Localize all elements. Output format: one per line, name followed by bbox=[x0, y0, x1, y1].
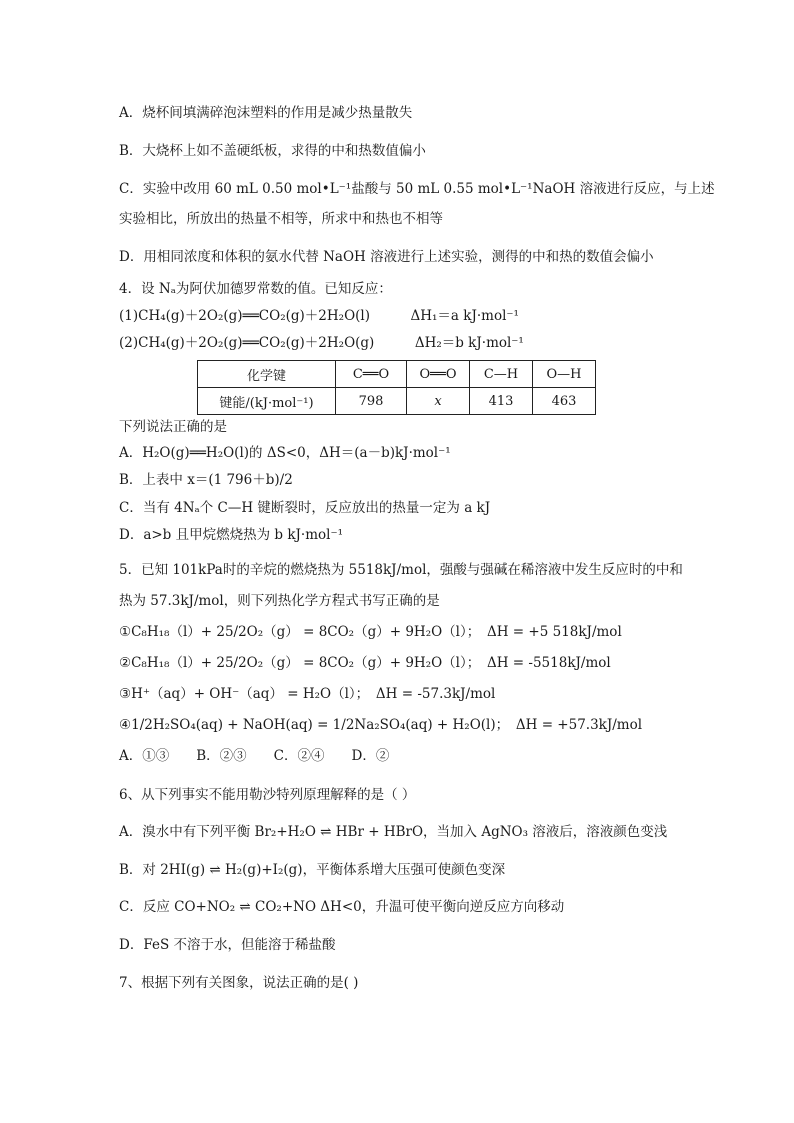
line-6: (1)CH₄(g)＋2O₂(g)══CO₂(g)＋2H₂O(l) ΔH₁＝a kJ·mol⁻¹ bbox=[119, 308, 519, 324]
line-18: ④1/2H₂SO₄(aq) + NaOH(aq) = 1/2Na₂SO₄(aq) + H₂O(l)； ΔH = +57.3kJ/mol bbox=[119, 717, 643, 733]
line-5: 4．设 Nₐ为阿伏加德罗常数的值。已知反应： bbox=[119, 281, 392, 297]
table-cell: O══O bbox=[407, 361, 470, 388]
line-0: A．烧杯间填满碎泡沫塑料的作用是减少热量散失 bbox=[119, 105, 413, 121]
table-cell: C══O bbox=[336, 361, 407, 388]
line-20: 6、从下列事实不能用勒沙特列原理解释的是（ ） bbox=[119, 787, 416, 803]
line-12: D．a>b 且甲烷燃烧热为 b kJ·mol⁻¹ bbox=[119, 527, 344, 543]
line-25: 7、根据下列有关图象，说法正确的是( ) bbox=[119, 975, 359, 991]
line-10: B．上表中 x＝(1 796＋b)/2 bbox=[119, 472, 293, 488]
line-3: 实验相比，所放出的热量不相等，所求中和热也不相等 bbox=[119, 211, 443, 227]
line-14: 热为 57.3kJ/mol，则下列热化学方程式书写正确的是 bbox=[119, 593, 440, 609]
line-17: ③H⁺（aq）+ OH⁻（aq） = H₂O（l）； ΔH = -57.3kJ/mol bbox=[119, 686, 496, 702]
line-8: 下列说法正确的是 bbox=[119, 419, 227, 435]
line-11: C．当有 4Nₐ个 C—H 键断裂时，反应放出的热量一定为 a kJ bbox=[119, 500, 491, 516]
table-row bbox=[198, 388, 596, 415]
line-13: 5．已知 101kPa时的辛烷的燃烧热为 5518kJ/mol，强酸与强碱在稀溶液中发生反应时的中和 bbox=[119, 562, 683, 578]
table-header-row bbox=[198, 361, 596, 388]
table-cell: 413 bbox=[470, 388, 533, 415]
line-22: B．对 2HI(g) ⇌ H₂(g)+I₂(g)，平衡体系增大压强可使颜色变深 bbox=[119, 862, 506, 878]
line-2: C．实验中改用 60 mL 0.50 mol•L⁻¹盐酸与 50 mL 0.55 mol•L⁻¹NaOH 溶液进行反应，与上述 bbox=[119, 181, 715, 197]
bond-energy-table bbox=[197, 360, 596, 415]
line-15: ①C₈H₁₈（l）+ 25/2O₂（g） = 8CO₂（g）+ 9H₂O（l）； ΔH = +5 518kJ/mol bbox=[119, 624, 622, 640]
line-16: ②C₈H₁₈（l）+ 25/2O₂（g） = 8CO₂（g）+ 9H₂O（l）； ΔH = -5518kJ/mol bbox=[119, 655, 611, 671]
table-cell: 463 bbox=[533, 388, 596, 415]
line-24: D．FeS 不溶于水，但能溶于稀盐酸 bbox=[119, 937, 336, 953]
table-cell: 键能/(kJ·mol⁻¹) bbox=[198, 388, 336, 415]
line-19: A．①③ B．②③ C．②④ D．② bbox=[119, 748, 390, 764]
table-cell: C—H bbox=[470, 361, 533, 388]
table-cell: 798 bbox=[336, 388, 407, 415]
table-cell: x bbox=[407, 388, 470, 415]
line-1: B．大烧杯上如不盖硬纸板，求得的中和热数值偏小 bbox=[119, 143, 426, 159]
line-7: (2)CH₄(g)＋2O₂(g)══CO₂(g)＋2H₂O(g) ΔH₂＝b kJ·mol⁻¹ bbox=[119, 335, 524, 351]
table-cell: 化学键 bbox=[198, 361, 336, 388]
table-cell: O—H bbox=[533, 361, 596, 388]
line-23: C．反应 CO+NO₂ ⇌ CO₂+NO ΔH<0，升温可使平衡向逆反应方向移动 bbox=[119, 899, 565, 915]
line-9: A．H₂O(g)══H₂O(l)的 ΔS<0，ΔH＝(a－b)kJ·mol⁻¹ bbox=[119, 445, 451, 461]
line-21: A．溴水中有下列平衡 Br₂+H₂O ⇌ HBr + HBrO，当加入 AgNO₃ 溶液后，溶液颜色变浅 bbox=[119, 824, 668, 840]
line-4: D．用相同浓度和体积的氨水代替 NaOH 溶液进行上述实验，测得的中和热的数值会偏小 bbox=[119, 249, 654, 265]
